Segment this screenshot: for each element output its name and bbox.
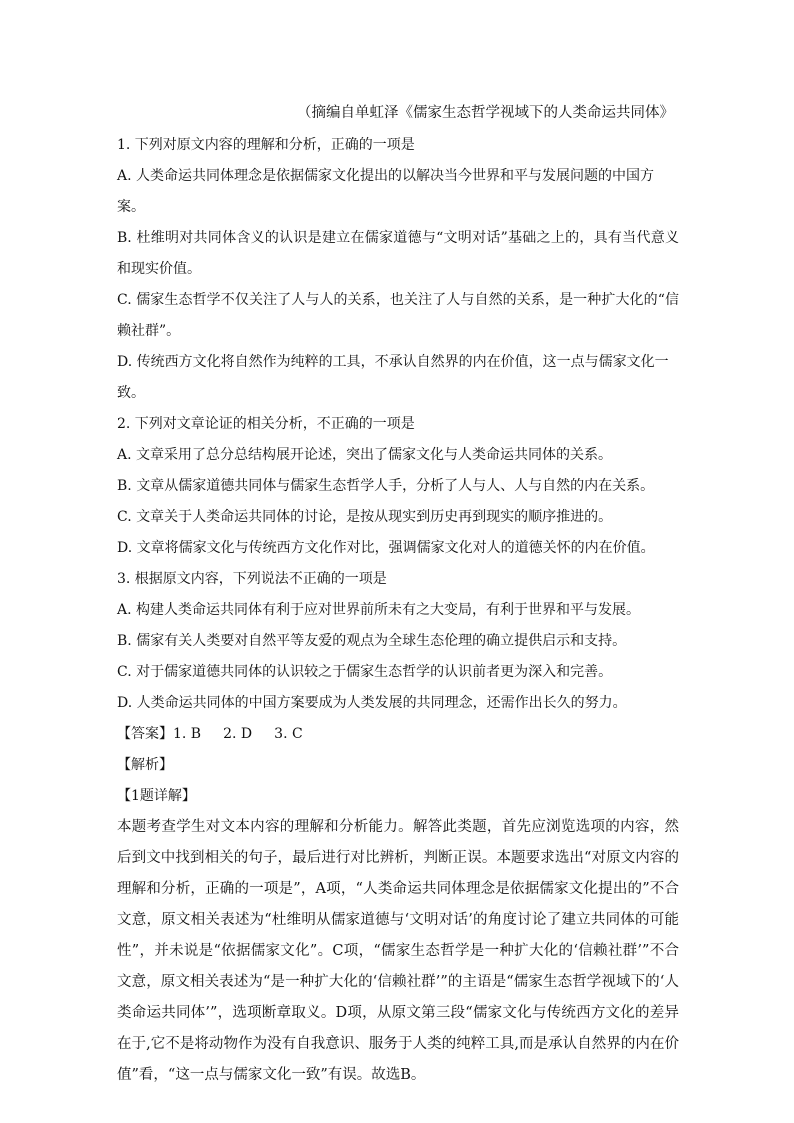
question-stem-1: 1. 下列对原文内容的理解和分析，正确的一项是 <box>117 137 415 153</box>
option-3a: A. 构建人类命运共同体有利于应对世界前所未有之大变局，有利于世界和平与发展。 <box>117 602 641 618</box>
option-1d: D. 传统西方文化将自然作为纯粹的工具，不承认自然界的内在价值，这一点与儒家文化一致。 <box>117 354 669 401</box>
document-content <box>117 130 679 1091</box>
answer-line <box>117 719 679 750</box>
source-citation: （摘编自单虹泽《儒家生态哲学视域下的人类命运共同体》 <box>297 105 674 121</box>
option-2c: C. 文章关于人类命运共同体的讨论，是按从现实到历史再到现实的顺序推进的。 <box>117 509 613 525</box>
analysis-label: 【解析】 <box>117 757 173 773</box>
option-2b: B. 文章从儒家道德共同体与儒家生态哲学人手，分析了人与人、人与自然的内在关系。 <box>117 478 655 494</box>
answer-label: 【答案】 <box>117 726 173 742</box>
answer-item-3: 3. C <box>274 726 303 742</box>
option-1c: C. 儒家生态哲学不仅关注了人与人的关系，也关注了人与自然的关系，是一种扩大化的“信赖社群”。 <box>117 292 679 339</box>
option-3b: B. 儒家有关人类要对自然平等友爱的观点为全球生态伦理的确立提供启示和支持。 <box>117 633 627 649</box>
question-stem-3: 3. 根据原文内容，下列说法不正确的一项是 <box>117 571 387 587</box>
answer-item-1: 1. B <box>173 726 202 742</box>
option-3c: C. 对于儒家道德共同体的认识较之于儒家生态哲学的认识前者更为深入和完善。 <box>117 664 613 680</box>
answer-item-2: 2. D <box>223 726 253 742</box>
question-stem-2: 2. 下列对文章论证的相关分析，不正确的一项是 <box>117 416 415 432</box>
option-1b: B. 杜维明对共同体含义的认识是建立在儒家道德与“文明对话”基础之上的，具有当代意义和现实价值。 <box>117 230 679 277</box>
option-3d: D. 人类命运共同体的中国方案要成为人类发展的共同理念，还需作出长久的努力。 <box>117 695 627 711</box>
detail-label: 【1题详解】 <box>117 788 196 804</box>
option-2a: A. 文章采用了总分总结构展开论述，突出了儒家文化与人类命运共同体的关系。 <box>117 447 613 463</box>
detail-text: 本题考查学生对文本内容的理解和分析能力。解答此类题，首先应浏览选项的内容，然后到文中找到相关的句子，最后进行对比辨析，判断正误。本题要求选出“对原文内容的理解和分析，正确的一项是”，A项，“人类命运共同体理念是依据儒家文化提出的”不合文意，原文相关表述为“杜维明从儒家道德与‘文明对话’的角度讨论了建立共同体的可能性”，并未说是“依据儒家文化”。C项，“儒家生态哲学是一种扩大化的‘信赖社群’”不合文意，原文相关表述为“是一种扩大化的‘信赖社群’”的主语是“儒家生态哲学视域下的‘人类命运共同体’”，选项断章取义。D项，从原文第三段“儒家文化与传统西方文化的差异在于,它不是将动物作为没有自我意识、服务于人类的纯粹工具,而是承认自然界的内在价值”看，“这一点与儒家文化一致”有误。故选B。 <box>117 819 679 1083</box>
option-1a: A. 人类命运共同体理念是依据儒家文化提出的以解决当今世界和平与发展问题的中国方案。 <box>117 168 655 215</box>
option-2d: D. 文章将儒家文化与传统西方文化作对比，强调儒家文化对人的道德关怀的内在价值。 <box>117 540 655 556</box>
